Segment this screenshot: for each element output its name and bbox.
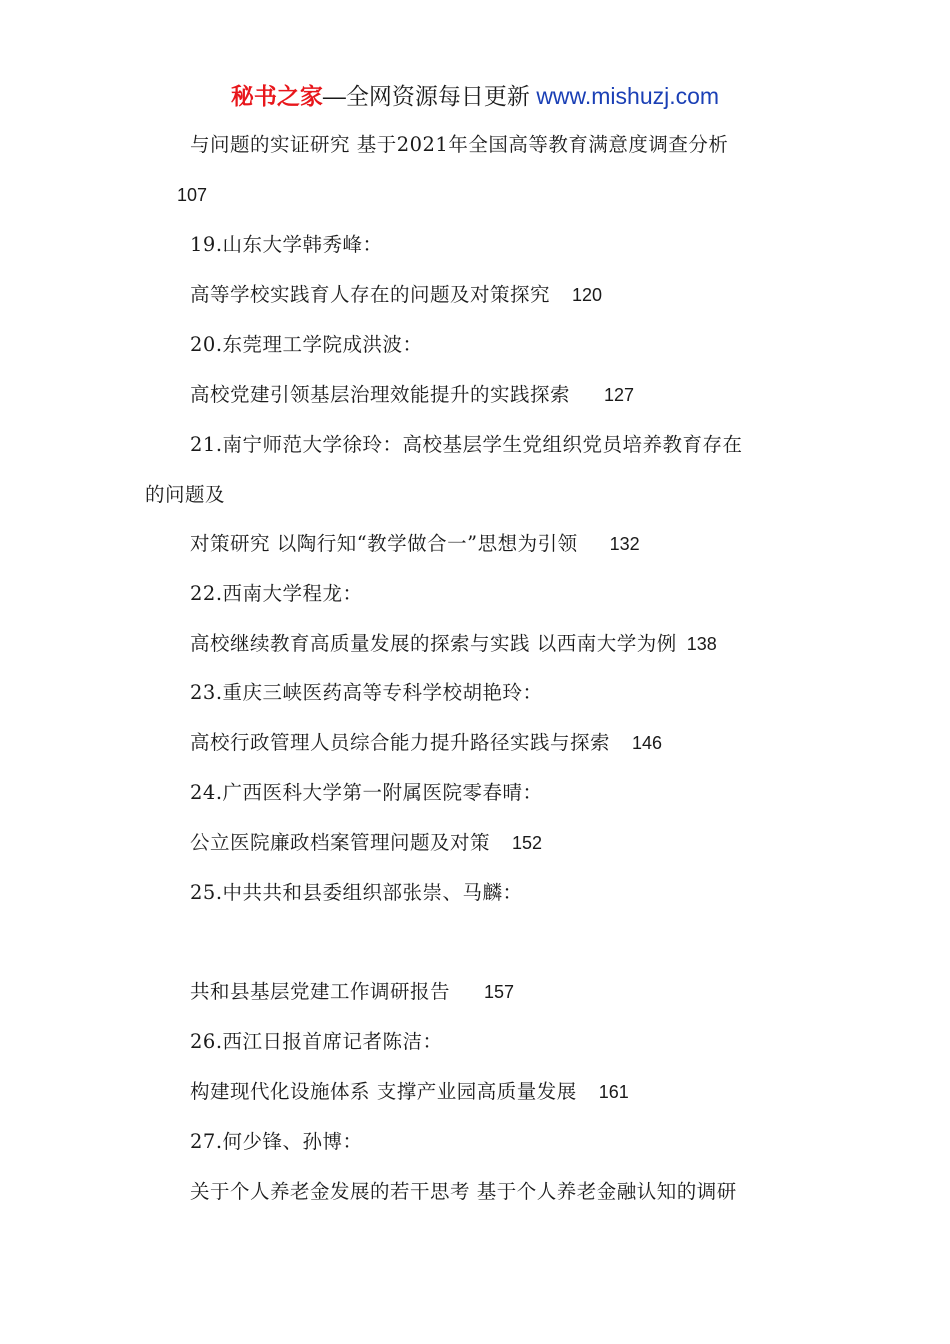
- toc-entry-text: 20.东莞理工学院成洪波：: [190, 333, 423, 356]
- toc-entry-text: 21.南宁师范大学徐玲：高校基层学生党组织党员培养教育存在: [190, 433, 743, 456]
- toc-entry-text: 构建现代化设施体系 支撑产业园高质量发展: [190, 1080, 577, 1103]
- toc-entry-text: 25.中共共和县委组织部张崇、马麟：: [190, 881, 523, 904]
- toc-line: [190, 1027, 443, 1057]
- toc-entry-text: 24.广西医科大学第一附属医院零春晴：: [190, 781, 543, 804]
- toc-entry-text: 高校党建引领基层治理效能提升的实践探索: [190, 383, 571, 406]
- toc-entry-text: 22.西南大学程龙：: [190, 582, 363, 605]
- toc-line: [190, 280, 602, 310]
- toc-entry-text: 19.山东大学韩秀峰：: [190, 233, 383, 256]
- toc-entry-text: 26.西江日报首席记者陈洁：: [190, 1030, 443, 1053]
- toc-entry-text: 与问题的实证研究 基于2021年全国高等教育满意度调查分析: [190, 133, 729, 156]
- toc-line: [190, 579, 363, 609]
- toc-entry-text: 23.重庆三峡医药高等专科学校胡艳玲：: [190, 681, 543, 704]
- toc-line: [177, 180, 207, 210]
- toc-line: [190, 230, 383, 260]
- toc-line: [190, 828, 542, 858]
- toc-line: [190, 977, 514, 1007]
- toc-line: [190, 878, 523, 908]
- toc-line: [190, 529, 640, 559]
- toc-entry-text: 高校继续教育高质量发展的探索与实践 以西南大学为例: [190, 632, 677, 655]
- toc-page-number: 132: [609, 534, 640, 554]
- toc-page-number: 157: [484, 982, 515, 1002]
- toc-line: [190, 1177, 737, 1207]
- toc-page-number: 120: [572, 285, 603, 305]
- toc-page-number: 138: [686, 634, 717, 654]
- toc-line: [190, 629, 717, 659]
- toc-entry-text: 关于个人养老金发展的若干思考 基于个人养老金融认知的调研: [190, 1180, 737, 1203]
- toc-line: [190, 380, 634, 410]
- toc-line: [145, 480, 225, 510]
- toc-page-number: 146: [632, 733, 663, 753]
- toc-entry-text: 的问题及: [145, 483, 226, 506]
- site-slogan: —全网资源每日更新: [322, 83, 530, 109]
- toc-entry-text: 高等学校实践育人存在的问题及对策探究: [190, 283, 551, 306]
- toc-line: [190, 728, 662, 758]
- toc-entry-text: 高校行政管理人员综合能力提升路径实践与探索: [190, 731, 611, 754]
- toc-line: [190, 330, 423, 360]
- toc-page-number: 152: [512, 833, 543, 853]
- toc-page-number: 161: [598, 1082, 629, 1102]
- toc-page-number: 107: [177, 185, 208, 205]
- toc-line: [190, 130, 728, 160]
- toc-line: [190, 778, 543, 808]
- toc-line: [190, 678, 543, 708]
- toc-entry-text: 对策研究 以陶行知“教学做合一”思想为引领: [190, 532, 578, 555]
- toc-page-number: 127: [604, 385, 635, 405]
- toc-entry-text: 公立医院廉政档案管理问题及对策: [190, 831, 491, 854]
- site-brand: 秘书之家: [230, 83, 323, 109]
- toc-line: [190, 1077, 629, 1107]
- site-url[interactable]: www.mishuzj.com: [536, 83, 720, 109]
- toc-entry-text: 共和县基层党建工作调研报告: [190, 980, 451, 1003]
- site-header: [0, 80, 950, 112]
- toc-entry-text: 27.何少锋、孙博：: [190, 1130, 363, 1153]
- toc-line: [190, 430, 743, 460]
- toc-line: [190, 1127, 363, 1157]
